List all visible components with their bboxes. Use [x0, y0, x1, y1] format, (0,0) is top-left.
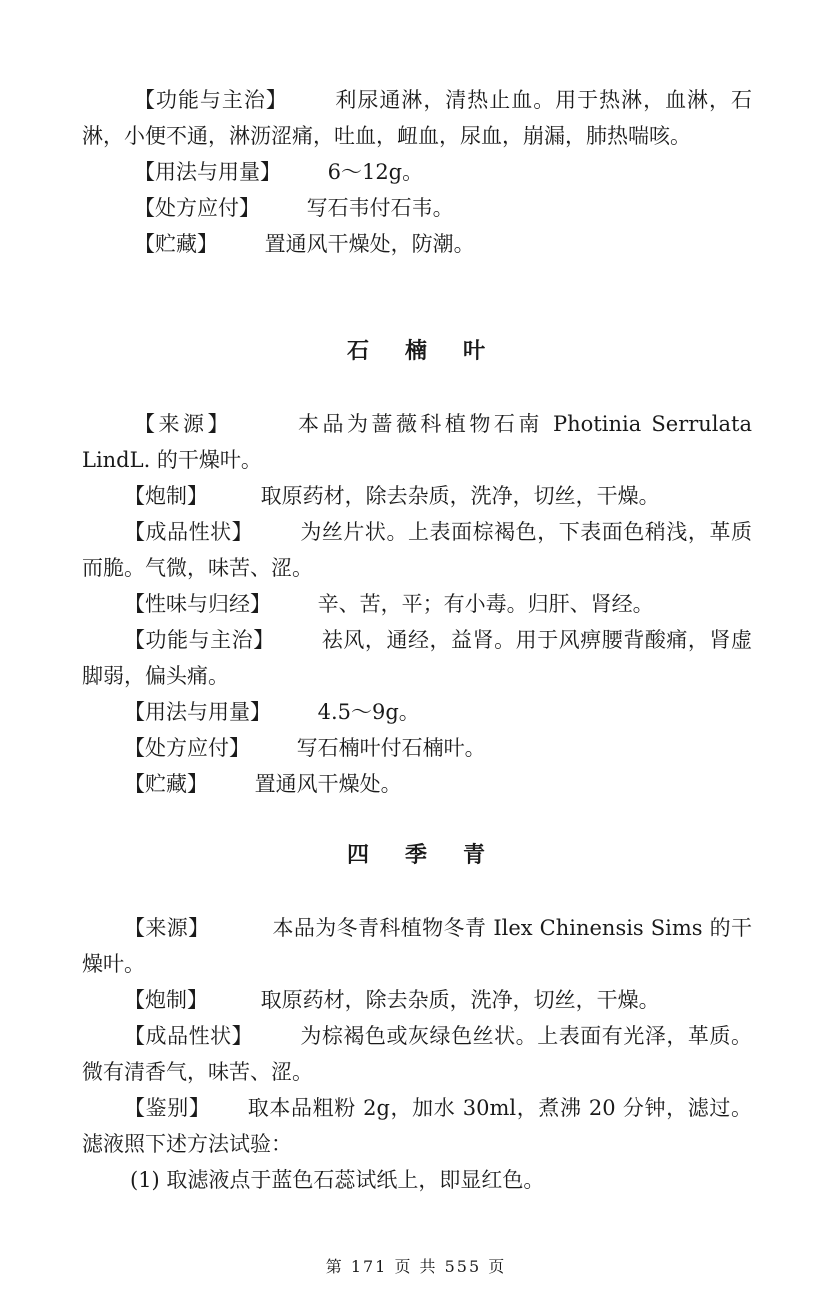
page-number: 第 171 页 共 555 页	[325, 1257, 507, 1276]
text-processing: 取原药材，除去杂质，洗净，切丝，干燥。	[260, 988, 660, 1012]
label-source: 【来源】	[134, 412, 232, 436]
paragraph-usage	[82, 694, 752, 730]
text-usage: 4.5～9g。	[317, 700, 420, 724]
label-storage: 【贮藏】	[124, 772, 208, 796]
label-processing: 【炮制】	[124, 484, 208, 508]
label-characteristics: 【成品性状】	[124, 520, 254, 544]
text-source: 本品为冬青科植物冬青 Ilex Chinensis Sims 的干燥叶。	[82, 916, 752, 976]
text-storage: 置通风干燥处。	[254, 772, 402, 796]
section-shinanye	[82, 406, 752, 802]
label-nature: 【性味与归经】	[124, 592, 271, 616]
text-storage: 置通风干燥处，防潮。	[264, 232, 475, 256]
label-function: 【功能与主治】	[124, 628, 275, 652]
paragraph-storage	[82, 226, 752, 262]
entry-title-shinanye: 石楠叶	[346, 338, 521, 364]
paragraph-prescription	[82, 730, 752, 766]
label-prescription: 【处方应付】	[134, 196, 260, 220]
paragraph-nature	[82, 586, 752, 622]
paragraph-function	[82, 82, 752, 154]
label-usage: 【用法与用量】	[134, 160, 281, 184]
page-footer	[0, 1254, 832, 1277]
text-processing: 取原药材，除去杂质，洗净，切丝，干燥。	[260, 484, 660, 508]
text-prescription: 写石韦付石韦。	[306, 196, 454, 220]
paragraph-identification	[82, 1090, 752, 1162]
label-identification: 【鉴别】	[124, 1096, 211, 1120]
text-characteristics: 为丝片状。上表面棕褐色，下表面色稍浅，革质而脆。气微，味苦、涩。	[82, 520, 752, 580]
label-characteristics: 【成品性状】	[124, 1024, 254, 1048]
section-shiwei-tail	[82, 82, 752, 262]
text-usage: 6～12g。	[327, 160, 424, 184]
label-function: 【功能与主治】	[134, 88, 288, 112]
label-usage: 【用法与用量】	[124, 700, 271, 724]
text-test-1: (1) 取滤液点于蓝色石蕊试纸上，即显红色。	[130, 1168, 545, 1192]
section-sijiqing	[82, 910, 752, 1198]
paragraph-test-1	[82, 1162, 752, 1198]
text-source: 本品为蔷薇科植物石南 Photinia Serrulata LindL. 的干燥叶。	[82, 412, 752, 472]
label-storage: 【贮藏】	[134, 232, 218, 256]
label-processing: 【炮制】	[124, 988, 208, 1012]
label-prescription: 【处方应付】	[124, 736, 250, 760]
paragraph-storage	[82, 766, 752, 802]
text-prescription: 写石楠叶付石楠叶。	[296, 736, 486, 760]
paragraph-source	[82, 406, 752, 478]
text-characteristics: 为棕褐色或灰绿色丝状。上表面有光泽，革质。微有清香气，味苦、涩。	[82, 1024, 752, 1084]
text-function: 祛风，通经，益肾。用于风痹腰背酸痛，肾虚脚弱，偏头痛。	[82, 628, 752, 688]
paragraph-prescription	[82, 190, 752, 226]
paragraph-characteristics	[82, 514, 752, 586]
paragraph-source	[82, 910, 752, 982]
paragraph-processing	[82, 478, 752, 514]
text-function: 利尿通淋，清热止血。用于热淋，血淋，石淋，小便不通，淋沥涩痛，吐血，衄血，尿血，崩漏，肺热喘咳。	[82, 88, 753, 148]
text-identification: 取本品粗粉 2g，加水 30ml，煮沸 20 分钟，滤过。滤液照下述方法试验：	[82, 1096, 753, 1156]
paragraph-characteristics	[82, 1018, 752, 1090]
paragraph-usage	[82, 154, 752, 190]
label-source: 【来源】	[124, 916, 210, 940]
paragraph-function	[82, 622, 752, 694]
entry-title-sijiqing: 四季青	[346, 842, 521, 868]
paragraph-processing	[82, 982, 752, 1018]
text-nature: 辛、苦，平；有小毒。归肝、肾经。	[317, 592, 654, 616]
